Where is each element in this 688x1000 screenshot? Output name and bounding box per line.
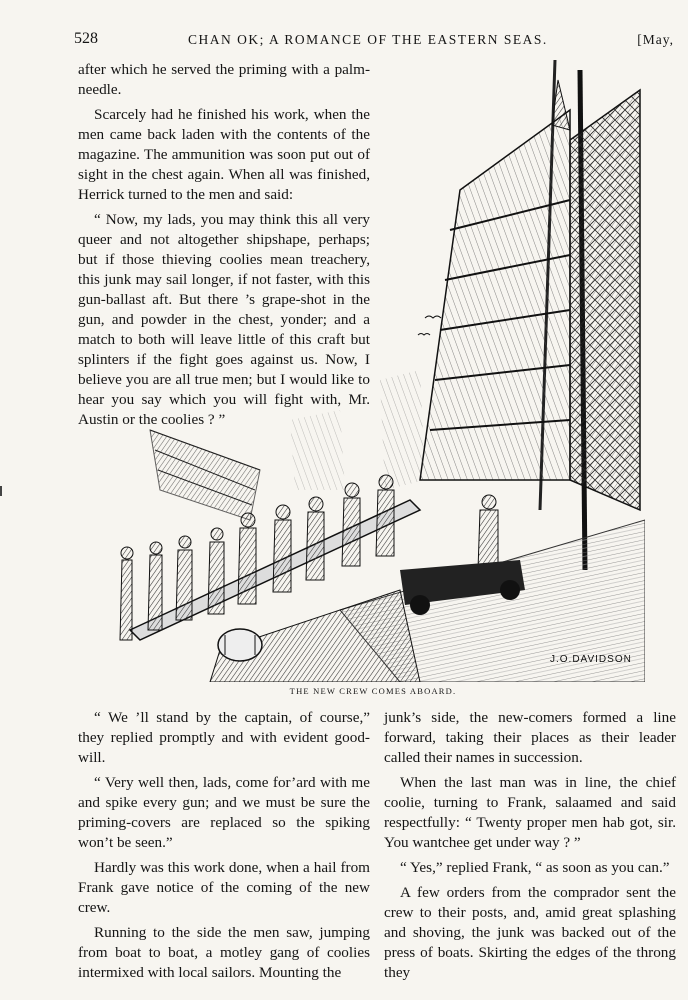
page-number: 528 [74, 30, 98, 47]
paragraph: A few orders from the comprador sent the crew to their posts, and, amid great splashing and shoving, the junk was backed out of the press of boats. Skirting the edges of the throng they [384, 884, 676, 981]
paragraph: after which he served the priming with a palm-needle. [78, 61, 370, 98]
paragraph: “ Now, my lads, you may think this all very queer and not altogether shipshape, perhaps; but if those thieving coolies mean treachery, this junk may sail longer, if not faster, with this gun-ballast aft. But there ’s grape-shot in the gun, and powder in the chest, yonder; and a match to both will leave little of this craft but splinters if the fight goes against us. Now, I believe you are all true men; but I would like to hear you say which you will fight with, Mr. Austin or the coolies ? ” [78, 211, 370, 428]
artist-signature: J.O.DAVIDSON [550, 654, 632, 665]
paragraph: Scarcely had he finished his work, when the men came back laden with the contents of the magazine. The ammunition was soon put out of sight in the chest again. When all was finished, Herrick turned to the men and said: [78, 106, 370, 203]
bottom-left-column [78, 708, 370, 988]
paragraph: Hardly was this work done, when a hail from Frank gave notice of the coming of the new crew. [78, 859, 370, 916]
paragraph: Running to the side the men saw, jumping from boat to boat, a motley gang of coolies intermixed with local sailors. Mounting the [78, 924, 370, 981]
paragraph: “ We ’ll stand by the captain, of course,” they replied promptly and with evident good-will. [78, 709, 370, 766]
illustration-caption: THE NEW CREW COMES ABOARD. [289, 686, 457, 696]
month-label: [May, [637, 32, 674, 47]
top-column [78, 60, 370, 435]
margin-mark [0, 486, 2, 496]
paragraph: “ Very well then, lads, come for’ard with me and spike every gun; and we must be sure the priming-covers are replaced so the spiking won’t be seen.” [78, 774, 370, 851]
paragraph: “ Yes,” replied Frank, “ as soon as you can.” [400, 859, 670, 876]
paragraph: junk’s side, the new-comers formed a line forward, taking their places as their leader called their names in succession. [384, 709, 676, 766]
bottom-right-column [384, 708, 676, 988]
paragraph: When the last man was in line, the chief coolie, turning to Frank, salaamed and said respectfully: “ Twenty proper men hab got, sir. You wantchee get under way ? ” [384, 774, 676, 851]
running-title: CHAN OK; A ROMANCE OF THE EASTERN SEAS. [188, 32, 548, 47]
